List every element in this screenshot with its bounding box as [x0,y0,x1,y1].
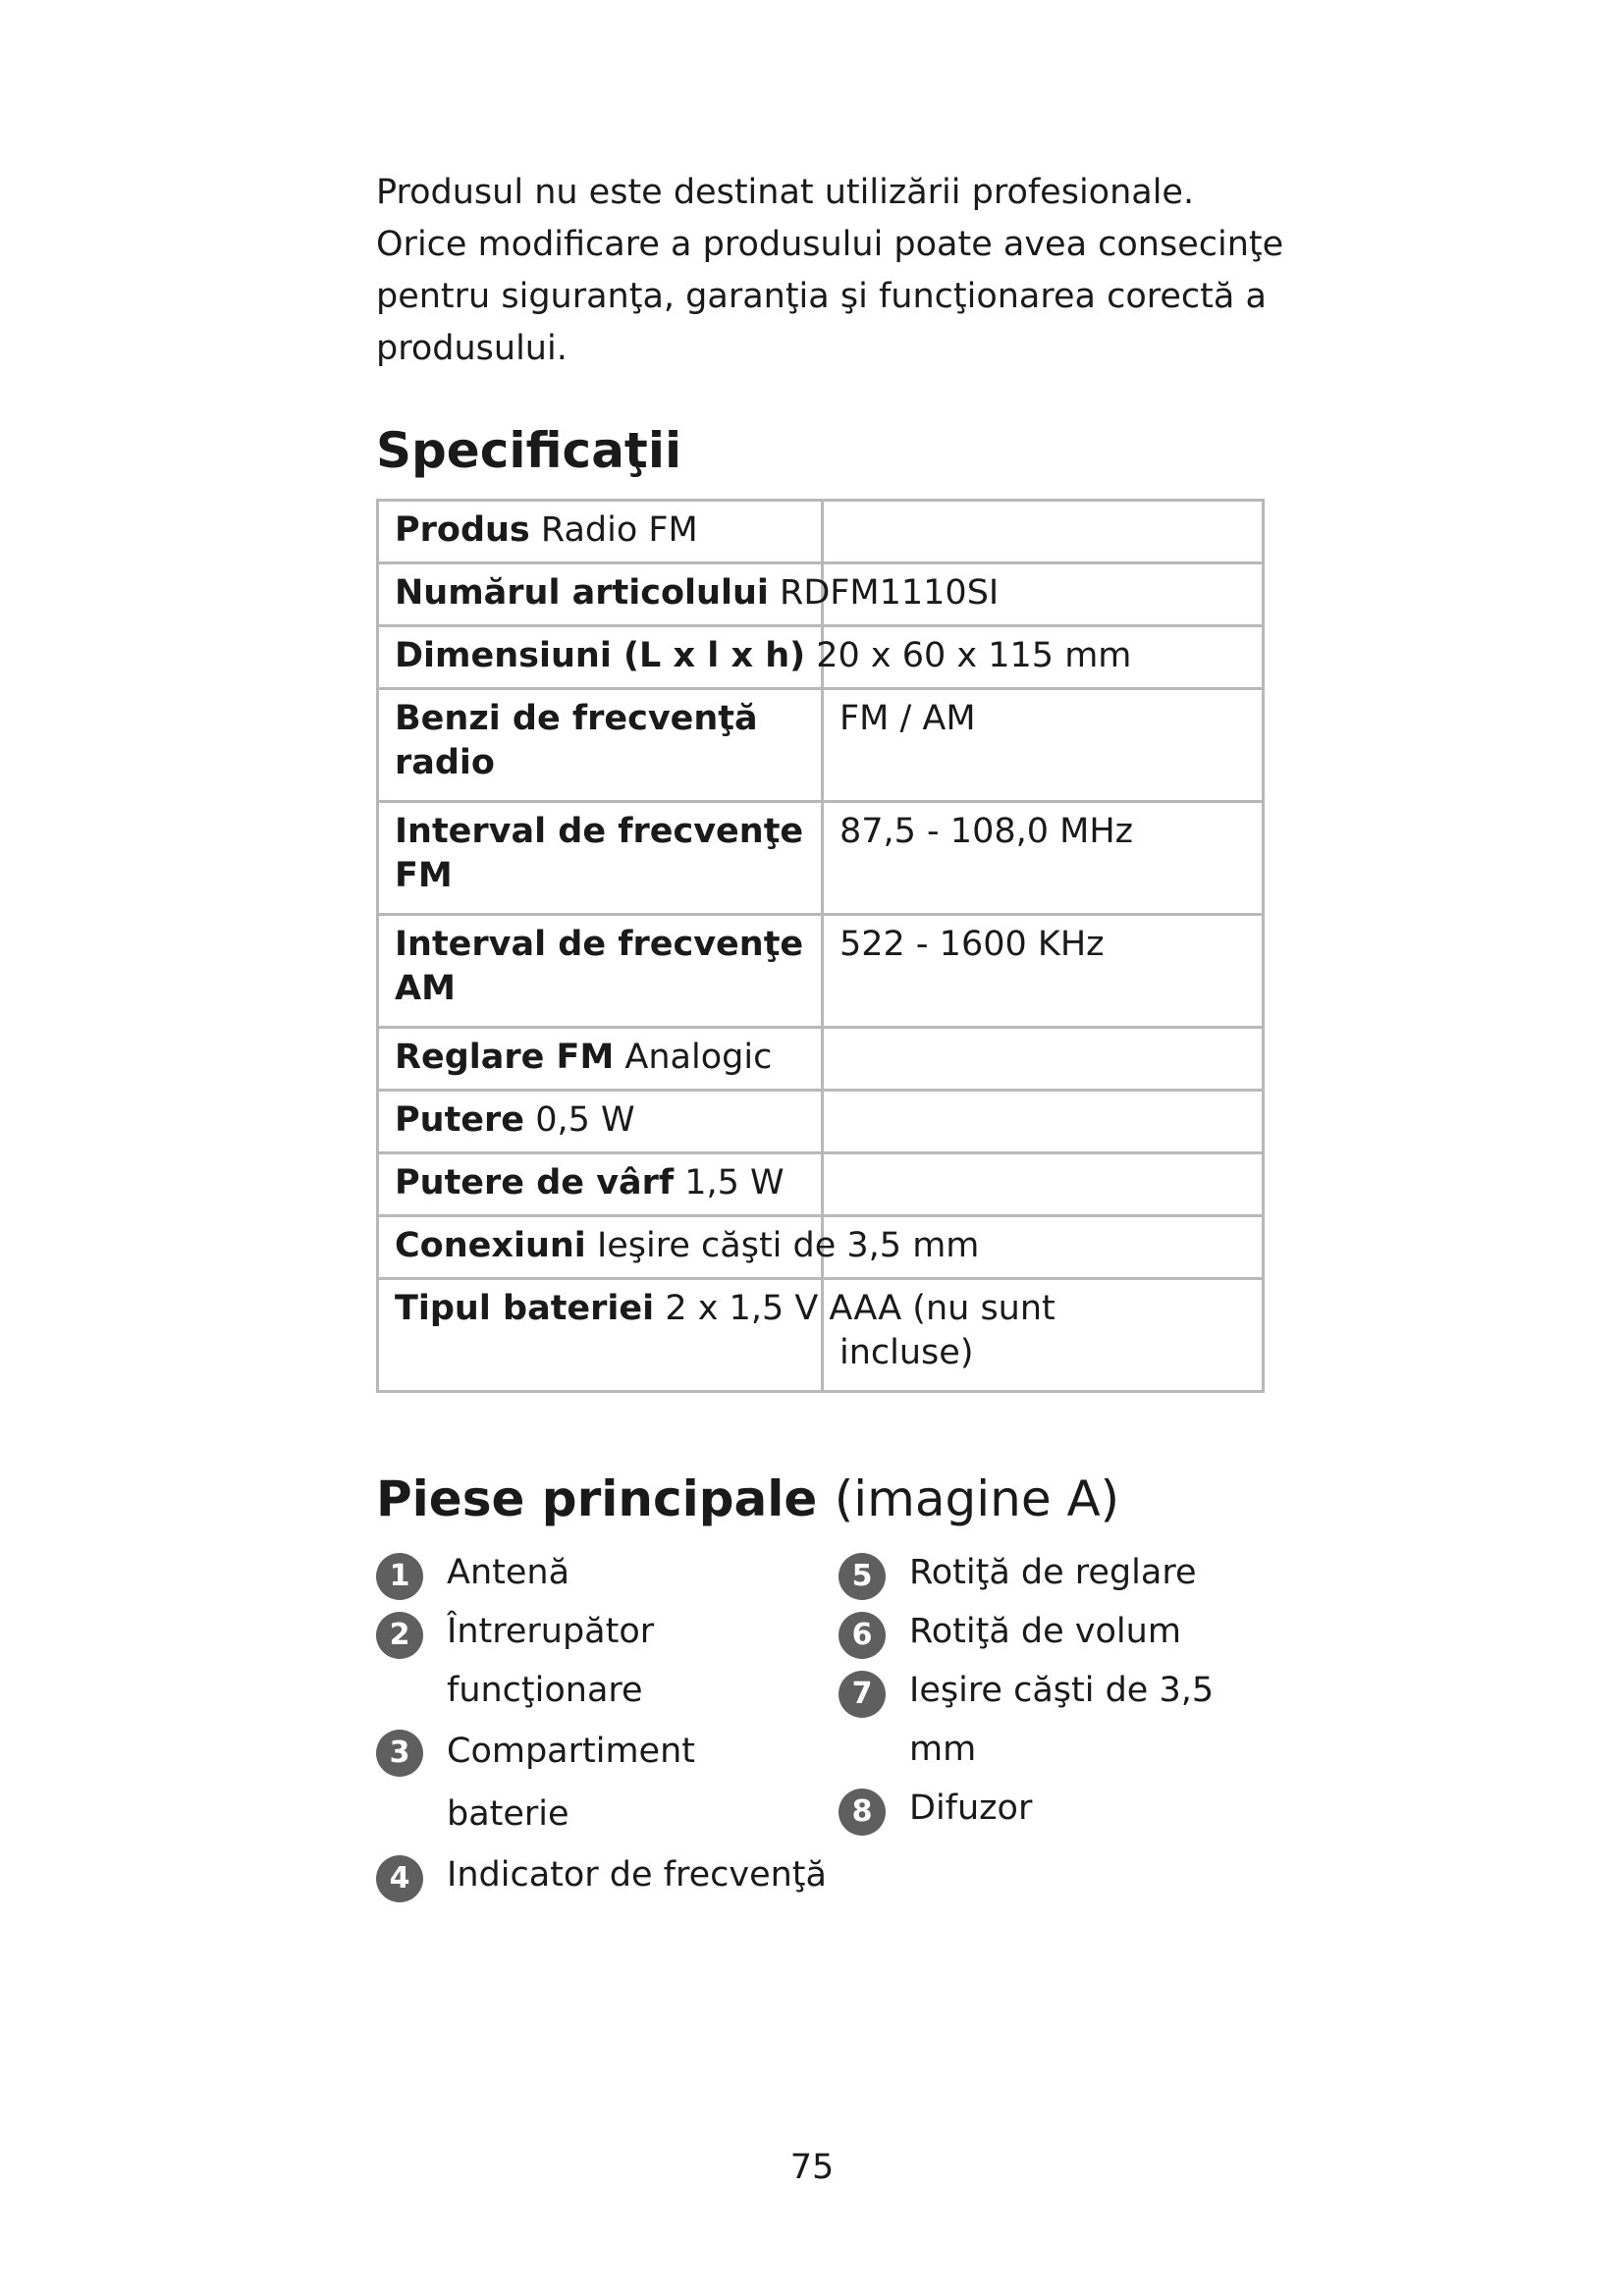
spec-label: Reglare FM [395,1038,615,1077]
spec-cell-empty [823,1028,1264,1091]
spec-cell [378,626,1132,689]
part-item [376,1602,673,1720]
spec-cell-empty [823,501,1264,563]
spec-row-am-range [378,915,1264,1028]
spec-cell [378,1153,823,1216]
spec-row-power [378,1091,1264,1153]
part-label: Rotiţă de reglare [909,1553,1197,1592]
parts-list-left [376,1543,847,1904]
number-badge-icon: 1 [376,1553,423,1600]
parts-list-right [839,1543,1261,1838]
spec-value: 1,5 W [684,1163,785,1202]
part-label: Antenă [447,1553,570,1592]
page-number: 75 [789,2148,835,2187]
number-badge-icon: 5 [839,1553,886,1600]
part-item [839,1543,1261,1602]
spec-label: Produs [395,510,530,550]
spec-row-dimensions [378,626,1264,689]
part-label: Indicator de frecvenţă [447,1855,827,1895]
spec-cell [378,563,1000,626]
spec-value-continued: incluse) [839,1333,974,1372]
spec-cell [378,1091,823,1153]
part-item [839,1779,1261,1838]
spec-cell-empty [823,1091,1264,1153]
spec-row-fm-tuning [378,1028,1264,1091]
intro-paragraph [376,167,1284,375]
spec-value: Analogic [624,1038,773,1077]
spec-value: 20 x 60 x 115 mm [816,636,1132,675]
spec-row-bands [378,689,1264,802]
spec-value: Radio FM [540,510,698,550]
spec-cell [378,501,823,563]
part-label: Ieşire căşti de 3,5 mm [909,1671,1215,1769]
number-badge-icon: 7 [839,1671,886,1718]
spec-value: 2 x 1,5 V AAA (nu sunt [665,1289,1056,1328]
specifications-table [376,499,1265,1393]
spec-label: Dimensiuni (L x l x h) [395,636,806,675]
spec-cell [378,1216,980,1279]
part-item [376,1720,695,1845]
part-item [839,1661,1261,1779]
part-label: Întrerupător funcţionare [447,1612,655,1710]
spec-cell-empty [823,1153,1264,1216]
spec-value: 0,5 W [535,1100,635,1140]
number-badge-icon: 8 [839,1789,886,1836]
spec-label: Tipul bateriei [395,1289,655,1328]
spec-row-article [378,563,1264,626]
spec-label: Conexiuni [395,1226,586,1265]
part-label: Compartiment baterie [447,1732,695,1834]
main-parts-subtitle: (imagine A) [834,1470,1120,1527]
main-parts-heading [376,1470,1119,1527]
part-label: Difuzor [909,1789,1033,1828]
number-badge-icon: 2 [376,1612,423,1659]
intro-line: produsului. [376,329,568,368]
part-label: Rotiţă de volum [909,1612,1181,1651]
number-badge-icon: 4 [376,1855,423,1902]
intro-line: Produsul nu este destinat utilizării profesionale. [376,173,1195,212]
spec-row-battery [378,1279,1264,1392]
spec-row-connections [378,1216,1264,1279]
spec-label: Interval de frecvenţe FM [378,802,823,915]
spec-label: Putere [395,1100,525,1140]
spec-row-fm-range [378,802,1264,915]
spec-value: 87,5 - 108,0 MHz [823,802,1264,915]
part-item [376,1845,847,1904]
spec-label: Interval de frecvenţe AM [378,915,823,1028]
spec-row-peak-power [378,1153,1264,1216]
spec-value: 522 - 1600 KHz [823,915,1264,1028]
main-parts-title: Piese principale [376,1470,818,1527]
part-item [376,1543,847,1602]
spec-value: FM / AM [823,689,1264,802]
spec-label: Benzi de frecvenţă radio [378,689,823,802]
intro-line: pentru siguranţa, garanţia şi funcţionarea corectă a [376,277,1267,316]
intro-line: Orice modificare a produsului poate avea consecinţe [376,225,1284,264]
spec-value: RDFM1110SI [780,573,1000,613]
spec-value: Ieşire căşti de 3,5 mm [596,1226,980,1265]
spec-cell [378,1028,823,1091]
specifications-heading: Specificaţii [376,422,682,479]
number-badge-icon: 3 [376,1730,423,1777]
spec-label: Putere de vârf [395,1163,675,1202]
number-badge-icon: 6 [839,1612,886,1659]
spec-row-product [378,501,1264,563]
spec-label: Numărul articolului [395,573,769,613]
part-item [839,1602,1261,1661]
